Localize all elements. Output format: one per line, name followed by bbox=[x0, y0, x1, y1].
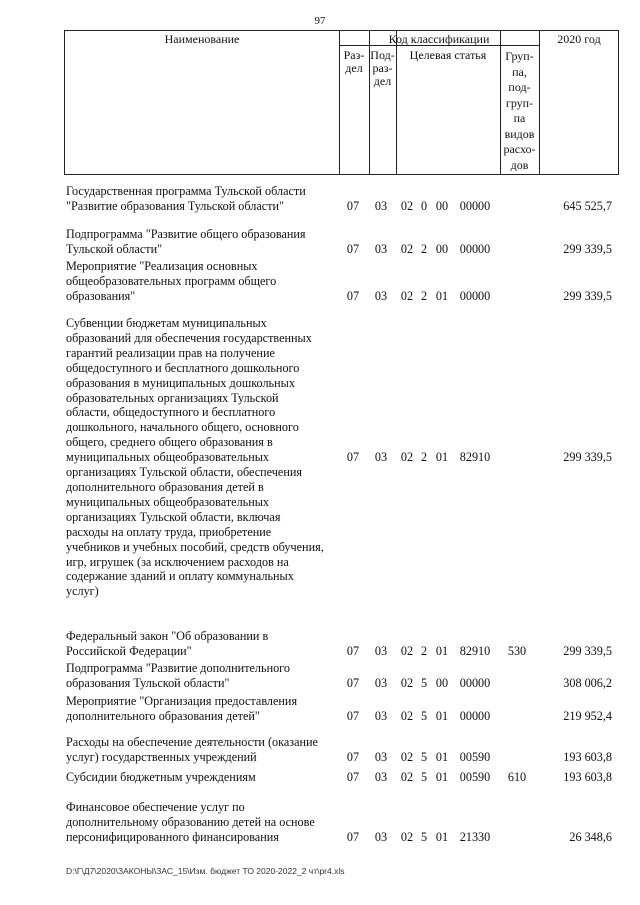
row-podrazdel: 03 bbox=[374, 829, 388, 844]
row-target-direction: 00590 bbox=[459, 770, 491, 784]
row-name-line: игр, игрушек (за исключением расходов на bbox=[66, 554, 289, 569]
row-target-subprogram: 5 bbox=[420, 770, 428, 784]
row-sum: 645 525,7 bbox=[563, 198, 612, 213]
row-target-program: 02 bbox=[400, 675, 414, 690]
row-name-line: услуг) государственных учреждений bbox=[66, 749, 257, 764]
row-name-line: муниципальных общеобразовательных bbox=[66, 494, 270, 509]
row-target-direction: 82910 bbox=[459, 643, 491, 658]
row-name-line: дополнительного образования детей" bbox=[66, 708, 260, 723]
row-name bbox=[66, 227, 338, 257]
row-target-direction: 00000 bbox=[459, 708, 491, 723]
row-name-line: области, общедоступного и бесплатного bbox=[66, 405, 276, 420]
row-razdel: 07 bbox=[346, 749, 360, 764]
row-name-line: муниципальных общеобразовательных bbox=[66, 450, 270, 465]
row-expense-group: 530 bbox=[507, 643, 527, 658]
header-classification: Код классификации bbox=[388, 32, 490, 46]
row-target-subprogram: 5 bbox=[420, 829, 428, 844]
row-target-event: 01 bbox=[435, 749, 449, 764]
row-name-line: организациях Тульской области, включая bbox=[66, 509, 281, 524]
row-name bbox=[66, 259, 338, 304]
row-name-line: содержание зданий и оплату коммунальных bbox=[66, 569, 294, 584]
row-name-line: учебников и учебных пособий, средств обучения, bbox=[66, 539, 324, 554]
row-target-program: 02 bbox=[400, 643, 414, 658]
row-target-event: 01 bbox=[435, 643, 449, 658]
row-podrazdel: 03 bbox=[374, 241, 388, 256]
row-name-line: Мероприятие "Реализация основных bbox=[66, 259, 258, 273]
row-target-subprogram: 2 bbox=[420, 288, 428, 303]
row-target-program: 02 bbox=[400, 749, 414, 764]
row-name-line: образований для обеспечения государственных bbox=[66, 330, 312, 345]
row-target-direction: 00590 bbox=[459, 749, 491, 764]
row-name-line: расходы на оплату труда, приобретение bbox=[66, 524, 272, 539]
row-razdel: 07 bbox=[346, 675, 360, 690]
row-name-line: Субсидии бюджетным учреждениям bbox=[66, 770, 256, 784]
row-razdel: 07 bbox=[346, 241, 360, 256]
row-name-line: дополнительному образованию детей на основе bbox=[66, 814, 315, 829]
header-name: Наименование bbox=[164, 32, 240, 46]
row-target-direction: 00000 bbox=[459, 675, 491, 690]
row-name bbox=[66, 184, 338, 214]
row-name-line: дополнительного образования детей в bbox=[66, 479, 264, 494]
row-razdel: 07 bbox=[346, 288, 360, 303]
row-name-line: услуг) bbox=[66, 584, 99, 599]
row-expense-group: 610 bbox=[507, 770, 527, 784]
row-razdel: 07 bbox=[346, 450, 360, 464]
row-razdel: 07 bbox=[346, 708, 360, 723]
row-name-line: Федеральный закон "Об образовании в bbox=[66, 629, 269, 643]
row-target-event: 01 bbox=[435, 450, 449, 464]
row-target-direction: 00000 bbox=[459, 241, 491, 256]
row-target-program: 02 bbox=[400, 198, 414, 213]
row-name-line: дошкольного, начального общего, основного bbox=[66, 420, 299, 435]
row-target-subprogram: 5 bbox=[420, 675, 428, 690]
row-podrazdel: 03 bbox=[374, 198, 388, 213]
row-sum: 219 952,4 bbox=[563, 708, 612, 723]
row-sum: 299 339,5 bbox=[563, 450, 612, 464]
row-sum: 26 348,6 bbox=[569, 829, 612, 844]
file-path-footer: D:\Г\Д7\2020\ЗАКОНЫ\ЗАС_15\Изм. бюджет ТО 2020-2022_2 чт\pr4.xls bbox=[66, 866, 345, 876]
row-name-line: Подпрограмма "Развитие дополнительного bbox=[66, 661, 290, 675]
row-name-line: образования" bbox=[66, 288, 136, 303]
row-target-program: 02 bbox=[400, 288, 414, 303]
row-name bbox=[66, 661, 338, 691]
page-number: 97 bbox=[314, 15, 326, 27]
header-podrazdel: Под- раз- дел bbox=[370, 48, 395, 88]
row-name-line: общедоступного и бесплатного дошкольного bbox=[66, 360, 300, 375]
row-razdel: 07 bbox=[346, 829, 360, 844]
row-target-direction: 21330 bbox=[459, 829, 491, 844]
row-razdel: 07 bbox=[346, 198, 360, 213]
row-target-subprogram: 5 bbox=[420, 708, 428, 723]
row-target-event: 00 bbox=[435, 241, 449, 256]
row-name-line: образования в муниципальных дошкольных bbox=[66, 375, 295, 390]
row-target-event: 00 bbox=[435, 675, 449, 690]
row-target-event: 00 bbox=[435, 198, 449, 213]
header-target: Целевая статья bbox=[409, 48, 487, 62]
row-name bbox=[66, 629, 338, 659]
row-razdel: 07 bbox=[346, 643, 360, 658]
row-sum: 193 603,8 bbox=[563, 770, 612, 784]
row-name-line: Субвенции бюджетам муниципальных bbox=[66, 316, 267, 330]
row-razdel: 07 bbox=[346, 770, 360, 784]
row-podrazdel: 03 bbox=[374, 288, 388, 303]
row-sum: 193 603,8 bbox=[563, 749, 612, 764]
header-razdel: Раз- дел bbox=[343, 48, 365, 75]
row-podrazdel: 03 bbox=[374, 708, 388, 723]
row-podrazdel: 03 bbox=[374, 643, 388, 658]
row-target-subprogram: 5 bbox=[420, 749, 428, 764]
row-name bbox=[66, 770, 338, 785]
row-name-line: "Развитие образования Тульской области" bbox=[66, 198, 285, 213]
row-name-line: гарантий реализации прав на получение bbox=[66, 345, 275, 360]
row-name-line: общеобразовательных программ общего bbox=[66, 273, 277, 288]
row-target-event: 01 bbox=[435, 288, 449, 303]
row-name-line: образования Тульской области" bbox=[66, 675, 230, 690]
row-target-program: 02 bbox=[400, 829, 414, 844]
row-podrazdel: 03 bbox=[374, 675, 388, 690]
row-target-program: 02 bbox=[400, 708, 414, 723]
row-name bbox=[66, 800, 338, 845]
row-name bbox=[66, 694, 338, 724]
row-target-direction: 00000 bbox=[459, 288, 491, 303]
row-target-subprogram: 2 bbox=[420, 450, 428, 464]
row-sum: 299 339,5 bbox=[563, 643, 612, 658]
row-target-event: 01 bbox=[435, 770, 449, 784]
row-name-line: общего, среднего общего образования в bbox=[66, 435, 273, 450]
row-name-line: Государственная программа Тульской области bbox=[66, 184, 306, 198]
row-target-event: 01 bbox=[435, 829, 449, 844]
row-target-program: 02 bbox=[400, 450, 414, 464]
row-name bbox=[66, 316, 338, 599]
row-name-line: Подпрограмма "Развитие общего образования bbox=[66, 227, 306, 241]
row-podrazdel: 03 bbox=[374, 450, 388, 464]
row-name-line: образовательных организациях Тульской bbox=[66, 390, 279, 405]
row-sum: 299 339,5 bbox=[563, 288, 612, 303]
row-name-line: Расходы на обеспечение деятельности (оказание bbox=[66, 735, 318, 749]
row-target-direction: 82910 bbox=[459, 450, 491, 464]
row-name-line: Финансовое обеспечение услуг по bbox=[66, 800, 245, 814]
row-target-event: 01 bbox=[435, 708, 449, 723]
row-sum: 308 006,2 bbox=[563, 675, 612, 690]
row-target-program: 02 bbox=[400, 770, 414, 784]
row-target-subprogram: 2 bbox=[420, 241, 428, 256]
row-name-line: Мероприятие "Организация предоставления bbox=[66, 694, 298, 708]
row-target-subprogram: 0 bbox=[420, 198, 428, 213]
row-sum: 299 339,5 bbox=[563, 241, 612, 256]
header-group: Груп- па, под- груп- па видов расхо- дов bbox=[503, 49, 536, 172]
row-podrazdel: 03 bbox=[374, 749, 388, 764]
row-name-line: организациях Тульской области, обеспечения bbox=[66, 465, 302, 480]
row-name-line: персонифицированного финансирования bbox=[66, 829, 279, 844]
row-name-line: Российской Федерации" bbox=[66, 643, 192, 658]
row-target-subprogram: 2 bbox=[420, 643, 428, 658]
row-target-direction: 00000 bbox=[459, 198, 491, 213]
header-year: 2020 год bbox=[557, 32, 601, 46]
row-name bbox=[66, 735, 338, 765]
row-podrazdel: 03 bbox=[374, 770, 388, 784]
row-target-program: 02 bbox=[400, 241, 414, 256]
row-name-line: Тульской области" bbox=[66, 241, 163, 256]
